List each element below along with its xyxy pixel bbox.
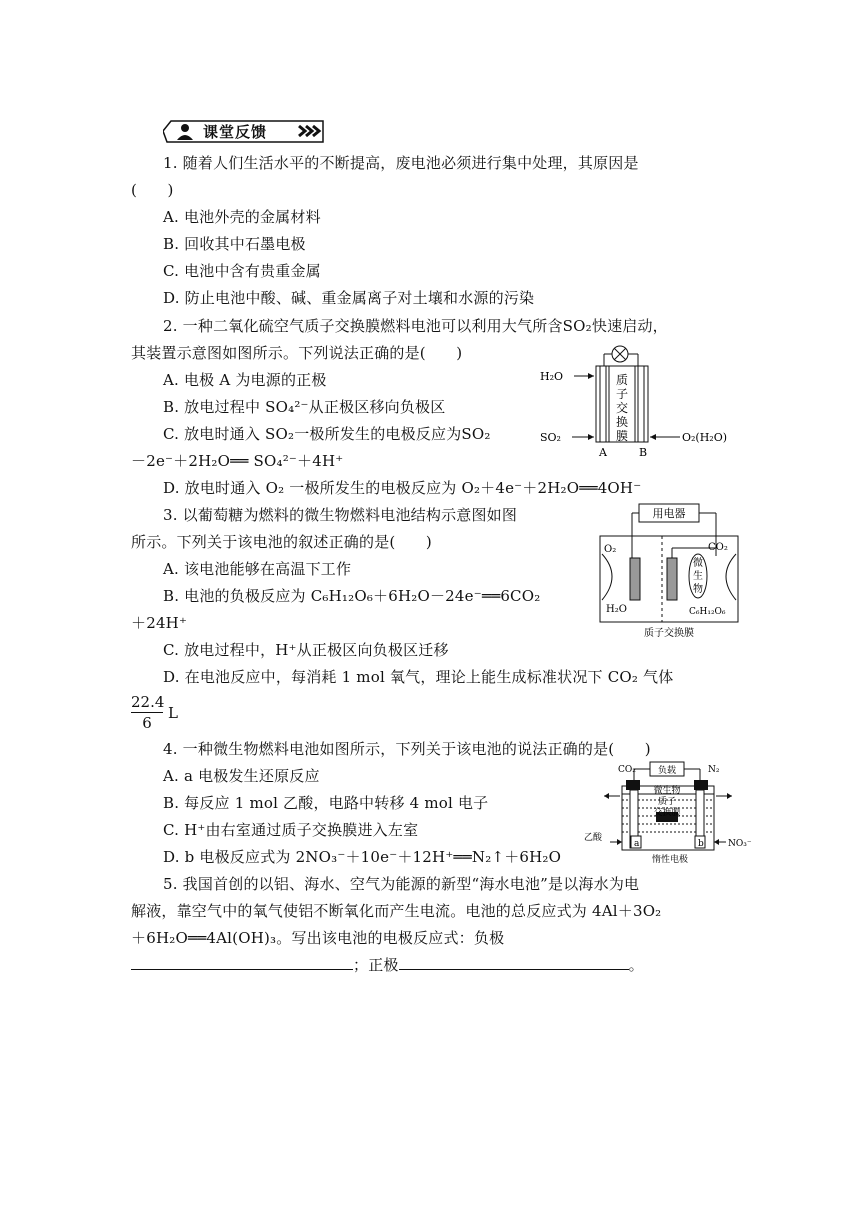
q3-fig-o2-label: O₂	[604, 544, 617, 555]
q4-option-d: D. b 电极反应式为 2NO₃⁻＋10e⁻＋12H⁺══N₂↑＋6H₂O	[163, 848, 562, 866]
q1-option-b: B. 回收其中石墨电极	[163, 235, 306, 253]
q2-fuel-cell-diagram	[536, 344, 732, 460]
q4-fig-electrode-b: b	[698, 839, 704, 849]
q3-fig-h2o-label: H₂O	[606, 604, 627, 615]
q2-option-c-cont: －2e⁻＋2H₂O══ SO₄²⁻＋4H⁺	[131, 452, 344, 470]
q3-fig-membrane-label: 质子交换膜	[644, 628, 694, 639]
q5-end-mark: 。	[628, 956, 644, 974]
q2-option-a: A. 电极 A 为电源的正极	[163, 371, 327, 389]
q1-answer-paren: ( )	[131, 181, 174, 199]
q4-fig-n2-label: N₂	[708, 765, 720, 775]
q2-stem-line2: 其装置示意图如图所示。下列说法正确的是( )	[131, 344, 463, 362]
q3-option-d-unit: L	[168, 704, 179, 722]
q2-fig-membrane-char-2: 交	[615, 401, 629, 415]
q1-stem: 1. 随着人们生活水平的不断提高，废电池必须进行集中处理，其原因是	[163, 154, 639, 172]
q1-option-d: D. 防止电池中酸、碱、重金属离子对土壤和水源的污染	[163, 289, 535, 307]
q4-fig-acetic-label: 乙酸	[584, 833, 603, 843]
q1-option-c: C. 电池中含有贵重金属	[163, 262, 321, 280]
q2-fig-so2-label: SO₂	[540, 431, 561, 444]
q4-microbial-cell-diagram	[582, 760, 752, 868]
q4-fig-co2-label: CO₂	[618, 765, 636, 775]
q4-fig-electrode-a: a	[634, 839, 640, 849]
q3-stem-line1: 3. 以葡萄糖为燃料的微生物燃料电池结构示意图如图	[163, 506, 518, 524]
q2-fig-membrane-char-4: 膜	[615, 429, 629, 443]
fraction-denominator: 6	[142, 714, 152, 732]
q2-option-c: C. 放电时通入 SO₂一极所发生的电极反应为SO₂	[163, 425, 491, 443]
q4-option-a: A. a 电极发生还原反应	[163, 767, 320, 785]
q2-fig-h2o-label: H₂O	[540, 370, 564, 383]
section-title: 课堂反馈	[203, 123, 268, 141]
q4-option-b: B. 每反应 1 mol 乙酸，电路中转移 4 mol 电子	[163, 794, 489, 812]
q5-answer-line	[131, 955, 644, 975]
q2-option-b: B. 放电过程中 SO₄²⁻从正极区移向负极区	[163, 398, 446, 416]
q4-fig-membrane-line2: 交换膜	[653, 808, 681, 818]
q2-fig-membrane-char-3: 换	[615, 415, 629, 429]
fraction-numerator: 22.4	[131, 693, 165, 711]
q4-fig-no3-label: NO₃⁻	[728, 839, 752, 849]
q2-fig-membrane-char-1: 子	[615, 387, 629, 401]
q3-option-a: A. 该电池能够在高温下工作	[163, 560, 352, 578]
q3-option-b: B. 电池的负极反应为 C₆H₁₂O₆＋6H₂O－24e⁻══6CO₂	[163, 587, 541, 605]
q2-fig-electrode-a: A	[599, 446, 607, 459]
q3-option-d-fraction	[131, 693, 163, 732]
q3-fig-microbe-char-1: 生	[693, 571, 703, 582]
q5-line1: 5. 我国首创的以铝、海水、空气为能源的新型“海水电池”是以海水为电	[163, 875, 640, 893]
q3-option-b-cont: ＋24H⁺	[131, 614, 188, 632]
q2-option-d: D. 放电时通入 O₂ 一极所发生的电极反应为 O₂＋4e⁻＋2H₂O══4OH⁻	[163, 479, 642, 497]
q4-fig-inert-label: 惰性电极	[652, 855, 689, 865]
q3-fig-microbe-char-0: 微	[693, 558, 703, 569]
q5-positive-electrode-blank[interactable]	[399, 955, 629, 970]
q5-line3: ＋6H₂O══4Al(OH)₃。写出该电池的电极反应式：负极	[131, 929, 505, 947]
q3-fig-co2-label: CO₂	[708, 542, 728, 553]
q3-fig-microbe-char-2: 物	[693, 584, 703, 595]
q3-option-c: C. 放电过程中，H⁺从正极区向负极区迁移	[163, 641, 449, 659]
section-header	[163, 118, 335, 146]
q2-fig-o2-label: O₂(H₂O)	[682, 431, 728, 444]
q3-microbial-cell-diagram	[594, 500, 744, 642]
q3-fig-glucose-label: C₆H₁₂O₆	[689, 607, 726, 617]
q5-positive-label: ；正极	[353, 956, 399, 974]
q2-fig-electrode-b: B	[639, 446, 648, 459]
q4-fig-membrane-line1: 质子	[657, 797, 677, 807]
q2-stem-line1: 2. 一种二氧化硫空气质子交换膜燃料电池可以利用大气所含SO₂快速启动，	[163, 317, 668, 335]
q4-fig-microbe-label: 微生物	[653, 786, 681, 796]
q1-option-a: A. 电池外壳的金属材料	[163, 208, 321, 226]
q4-stem: 4. 一种微生物燃料电池如图所示，下列关于该电池的说法正确的是( )	[163, 740, 651, 758]
q3-fig-device-label: 用电器	[652, 507, 686, 520]
q4-fig-load-label: 负载	[657, 766, 677, 776]
q5-negative-electrode-blank[interactable]	[131, 955, 353, 970]
q3-stem-line2: 所示。下列关于该电池的叙述正确的是( )	[131, 533, 432, 551]
q5-line2: 解液，靠空气中的氧气使铝不断氧化而产生电流。电池的总反应式为 4Al＋3O₂	[131, 902, 662, 920]
q4-option-c: C. H⁺由右室通过质子交换膜进入左室	[163, 821, 419, 839]
q3-option-d: D. 在电池反应中，每消耗 1 mol 氧气，理论上能生成标准状况下 CO₂ 气体	[163, 668, 674, 686]
q2-fig-membrane-char-0: 质	[615, 373, 629, 387]
